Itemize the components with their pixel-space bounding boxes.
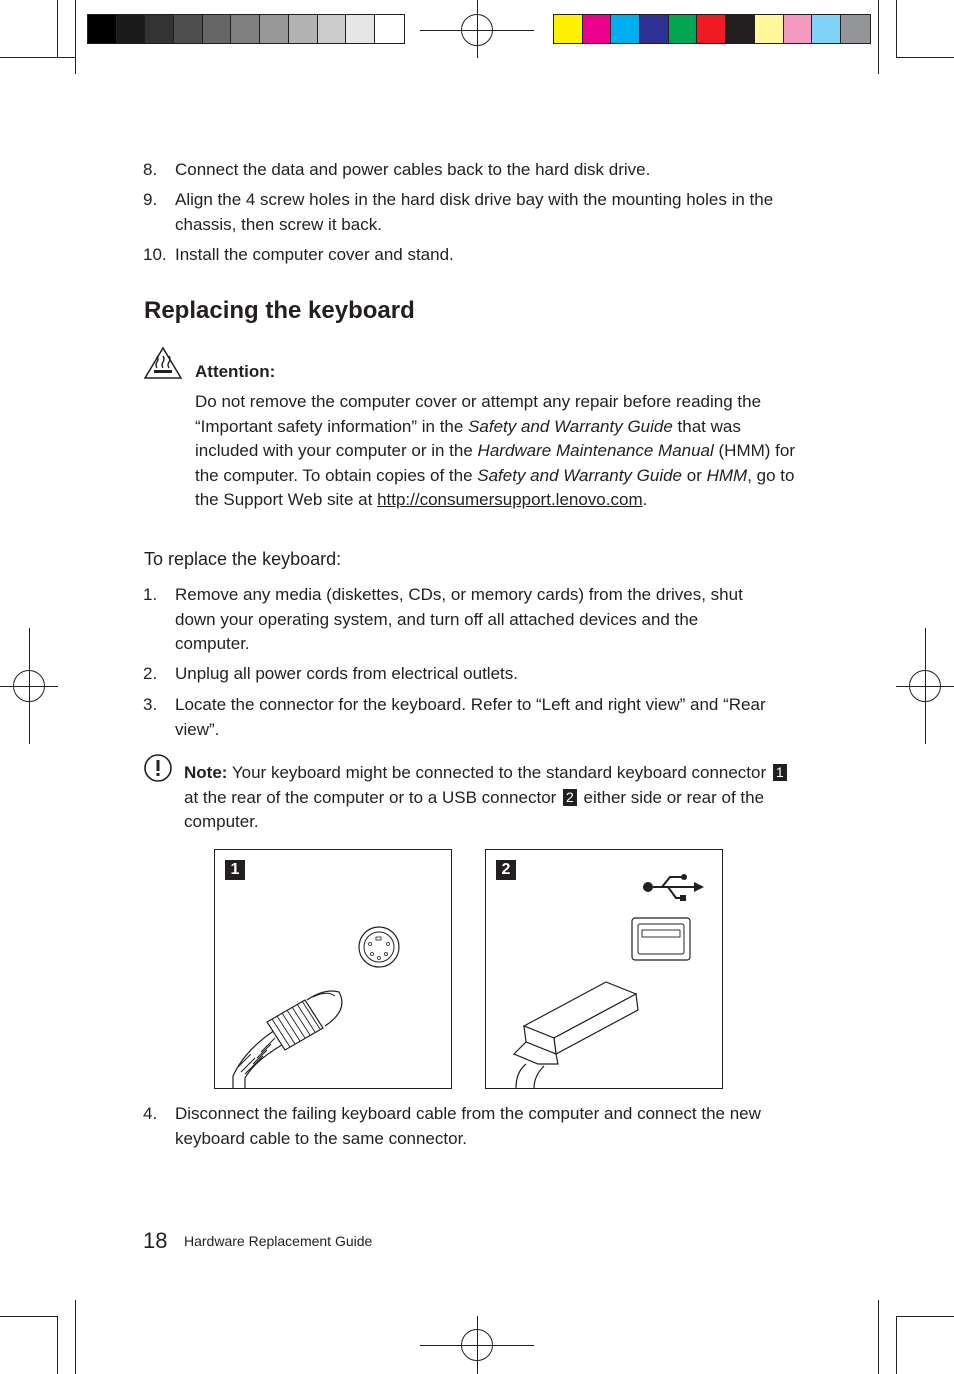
color-swatch <box>640 15 669 43</box>
color-swatch <box>145 15 174 43</box>
step-number: 1. <box>143 585 158 604</box>
step-number: 8. <box>143 160 158 179</box>
figure-label: 2 <box>496 860 516 880</box>
color-swatch <box>583 15 612 43</box>
color-swatch <box>346 15 375 43</box>
step-text: Install the computer cover and stand. <box>175 245 454 264</box>
step-text: Align the 4 screw holes in the hard disk drive bay with the mounting holes in the chassis, then screw it back. <box>175 190 774 234</box>
color-swatch <box>231 15 260 43</box>
hot-surface-warning-icon <box>143 346 183 380</box>
step-number: 4. <box>143 1104 158 1123</box>
color-swatch <box>755 15 784 43</box>
procedure-title: To replace the keyboard: <box>144 549 342 569</box>
registration-mark-left <box>0 628 58 744</box>
step-number: 10. <box>143 245 167 264</box>
step-text: Connect the data and power cables back to the hard disk drive. <box>175 160 651 179</box>
color-swatch <box>289 15 318 43</box>
color-swatch <box>117 15 146 43</box>
color-swatch <box>611 15 640 43</box>
usb-symbol-icon <box>643 874 704 901</box>
step-text: Remove any media (diskettes, CDs, or memory cards) from the drives, shut down your operating system, and turn off all attached devices and the computer. <box>175 585 743 654</box>
step-text: Unplug all power cords from electrical outlets. <box>175 664 518 683</box>
note-exclamation-icon <box>143 753 173 783</box>
color-swatch <box>812 15 841 43</box>
grayscale-color-bar <box>87 14 405 44</box>
color-swatch <box>697 15 726 43</box>
color-swatch <box>554 15 583 43</box>
process-color-bar <box>553 14 871 44</box>
color-swatch <box>784 15 813 43</box>
attention-label: Attention: <box>195 362 276 381</box>
attention-body: Do not remove the computer cover or attempt any repair before reading the “Important safety information” in the Safety and Warranty Guide that was included with your computer or in the Hardware Maintenance Manual (HMM) for the computer. To obtain copies of the Safety and Warranty Guide or HMM, go to the Support Web site at http://consumersupport.lenovo.com. <box>195 392 796 510</box>
registration-mark-top <box>420 0 534 58</box>
figure-ps2-connector <box>214 849 452 1089</box>
callout-2: 2 <box>563 789 577 806</box>
color-swatch <box>203 15 232 43</box>
note-body: Note: Your keyboard might be connected to the standard keyboard connector 1 at the rear of the computer or to a USB connector 2 either side or rear of the computer. <box>184 761 796 835</box>
step-number: 2. <box>143 664 158 683</box>
support-website-link[interactable]: http://consumersupport.lenovo.com <box>377 490 643 510</box>
color-swatch <box>669 15 698 43</box>
figure-usb-connector <box>485 849 723 1089</box>
color-swatch <box>375 15 404 43</box>
color-swatch <box>726 15 755 43</box>
step-number: 3. <box>143 695 158 714</box>
registration-mark-bottom <box>420 1316 534 1374</box>
section-title: Replacing the keyboard <box>144 297 415 324</box>
footer-title: Hardware Replacement Guide <box>184 1233 373 1249</box>
step-text: Disconnect the failing keyboard cable from the computer and connect the new keyboard cable to the same connector. <box>175 1104 761 1148</box>
step-number: 9. <box>143 190 158 209</box>
registration-mark-right <box>896 628 954 744</box>
color-swatch <box>318 15 347 43</box>
ps2-connector-icon <box>215 850 451 1088</box>
callout-1: 1 <box>773 764 787 781</box>
color-swatch <box>174 15 203 43</box>
figure-label: 1 <box>225 860 245 880</box>
note-label: Note: <box>184 763 228 782</box>
color-swatch <box>841 15 870 43</box>
step-text: Locate the connector for the keyboard. Refer to “Left and right view” and “Rear view”. <box>175 695 766 739</box>
page-number: 18 <box>143 1228 168 1253</box>
usb-connector-icon <box>486 850 722 1088</box>
color-swatch <box>88 15 117 43</box>
color-swatch <box>260 15 289 43</box>
